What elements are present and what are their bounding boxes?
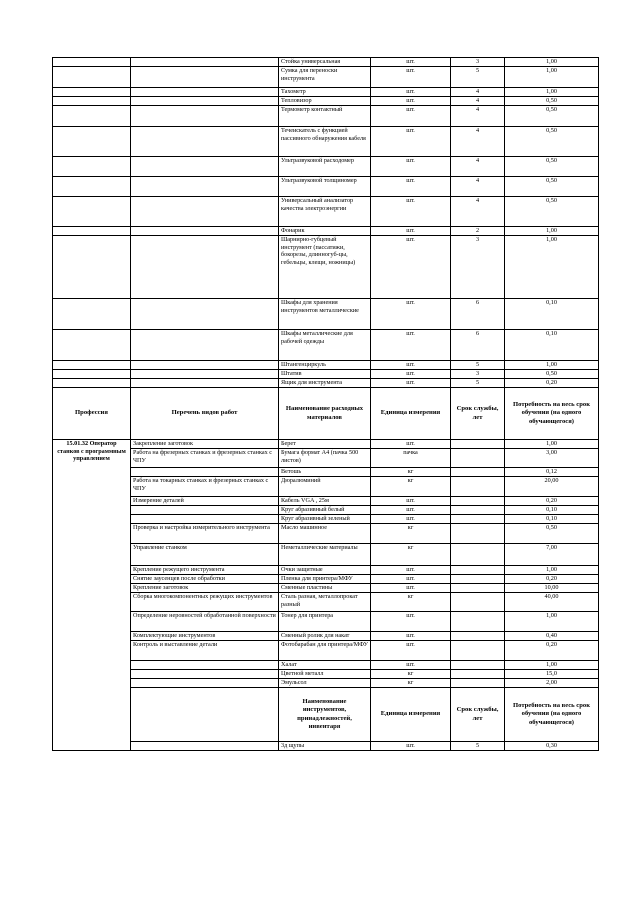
work-cell bbox=[131, 670, 279, 679]
material-cell: Бумага формат А4 (пачка 500 листов) bbox=[279, 449, 371, 468]
header2-unit: Единица измерения bbox=[371, 688, 451, 742]
term-cell bbox=[451, 544, 505, 566]
need-cell: 1,00 bbox=[505, 236, 599, 299]
need-cell: 1,00 bbox=[505, 612, 599, 632]
unit-cell: шт. bbox=[371, 641, 451, 661]
profession-cell-empty bbox=[53, 330, 131, 361]
header2-term: Срок службы, лет bbox=[451, 688, 505, 742]
table-row bbox=[53, 497, 599, 506]
profession-cell-empty bbox=[53, 197, 131, 227]
unit-cell: кг bbox=[371, 593, 451, 612]
unit-cell: кг bbox=[371, 468, 451, 477]
term-cell bbox=[451, 641, 505, 661]
unit-cell: шт. bbox=[371, 58, 451, 67]
material-cell: Халат bbox=[279, 661, 371, 670]
material-cell: Эмульсол bbox=[279, 679, 371, 688]
header-need: Потребность на весь срок обучения (на одного обучающегося) bbox=[505, 388, 599, 440]
profession-cell: 15.01.32 Оператор станков с программным управлением bbox=[53, 440, 131, 751]
unit-cell: пачка bbox=[371, 449, 451, 468]
item-name-cell: Ультразвуковой расходомер bbox=[279, 157, 371, 177]
profession-cell-empty bbox=[53, 88, 131, 97]
work-cell: Работа на токарных станках и фрезерных станках с ЧПУ bbox=[131, 477, 279, 497]
term-cell bbox=[451, 477, 505, 497]
works-cell-empty bbox=[131, 157, 279, 177]
unit-cell: шт. bbox=[371, 177, 451, 197]
works-cell-empty bbox=[131, 88, 279, 97]
material-cell: Тонер для принтера bbox=[279, 612, 371, 632]
item-name-cell: Универсальный анализатор качества электроэнергии bbox=[279, 197, 371, 227]
term-cell bbox=[451, 497, 505, 506]
table-row bbox=[53, 575, 599, 584]
table-row bbox=[53, 593, 599, 612]
item-name-cell: Тахометр bbox=[279, 88, 371, 97]
material-cell: Круг абразивный белый bbox=[279, 506, 371, 515]
work-cell: Проверка и настройка измерительного инструмента bbox=[131, 524, 279, 544]
material-cell: Цветной металл bbox=[279, 670, 371, 679]
need-cell: 1,00 bbox=[505, 566, 599, 575]
table-row bbox=[53, 524, 599, 544]
work-cell bbox=[131, 679, 279, 688]
need-cell: 0,40 bbox=[505, 632, 599, 641]
unit-cell: шт. bbox=[371, 575, 451, 584]
unit-cell: кг bbox=[371, 477, 451, 497]
works-cell-empty bbox=[131, 370, 279, 379]
unit-cell: шт. bbox=[371, 612, 451, 632]
table-row bbox=[53, 177, 599, 197]
equipment-table bbox=[52, 57, 599, 751]
term-cell: 4 bbox=[451, 127, 505, 157]
table-row bbox=[53, 236, 599, 299]
header-row-2 bbox=[53, 688, 599, 742]
item-name-cell: Шкафы для хранения инструментов металлические bbox=[279, 299, 371, 330]
term-cell: 3 bbox=[451, 58, 505, 67]
header-row bbox=[53, 388, 599, 440]
item-name-cell: Штатив bbox=[279, 370, 371, 379]
unit-cell: шт. bbox=[371, 440, 451, 449]
unit-cell: шт. bbox=[371, 106, 451, 127]
works-cell-empty bbox=[131, 299, 279, 330]
material-cell: Круг абразивный зеленый bbox=[279, 515, 371, 524]
work-cell: Измерение деталей bbox=[131, 497, 279, 506]
work-cell: Определение неровностей обработанной поверхности bbox=[131, 612, 279, 632]
need-cell: 15,0 bbox=[505, 670, 599, 679]
profession-cell-empty bbox=[53, 236, 131, 299]
unit-cell: шт. bbox=[371, 127, 451, 157]
table-row bbox=[53, 227, 599, 236]
table-row bbox=[53, 506, 599, 515]
material-cell: Неметаллические материалы bbox=[279, 544, 371, 566]
unit-cell: шт. bbox=[371, 88, 451, 97]
need-cell: 1,00 bbox=[505, 67, 599, 88]
term-cell bbox=[451, 449, 505, 468]
term-cell: 4 bbox=[451, 106, 505, 127]
item-name-cell: Термометр контактный bbox=[279, 106, 371, 127]
table-row bbox=[53, 584, 599, 593]
need-cell: 0,12 bbox=[505, 468, 599, 477]
term-cell bbox=[451, 661, 505, 670]
work-cell: Управление станком bbox=[131, 544, 279, 566]
need-cell: 0,50 bbox=[505, 197, 599, 227]
work-cell: Крепление заготовок bbox=[131, 584, 279, 593]
term-cell: 4 bbox=[451, 197, 505, 227]
table-row bbox=[53, 157, 599, 177]
table-row bbox=[53, 742, 599, 751]
work-cell bbox=[131, 506, 279, 515]
works-cell-empty bbox=[131, 227, 279, 236]
term-cell: 4 bbox=[451, 177, 505, 197]
profession-cell-empty bbox=[53, 97, 131, 106]
term-cell: 6 bbox=[451, 299, 505, 330]
work-cell: Закрепление заготовок bbox=[131, 440, 279, 449]
item-name-cell: Стойка универсальная bbox=[279, 58, 371, 67]
need-cell: 0,50 bbox=[505, 97, 599, 106]
item-name-cell: Ультразвуковой толщиномер bbox=[279, 177, 371, 197]
term-cell: 3 bbox=[451, 370, 505, 379]
need-cell: 1,00 bbox=[505, 227, 599, 236]
term-cell: 2 bbox=[451, 227, 505, 236]
material-cell: Сталь разная, металлопрокат разный bbox=[279, 593, 371, 612]
table-row bbox=[53, 58, 599, 67]
unit-cell: шт. bbox=[371, 197, 451, 227]
profession-cell-empty bbox=[53, 58, 131, 67]
need-cell: 10,00 bbox=[505, 584, 599, 593]
item-name-cell: Течеискатель с функцией пассивного обнаружения кабеля bbox=[279, 127, 371, 157]
unit-cell: шт. bbox=[371, 67, 451, 88]
table-row bbox=[53, 477, 599, 497]
works-cell-empty bbox=[131, 177, 279, 197]
table-row bbox=[53, 370, 599, 379]
need-cell: 0,20 bbox=[505, 641, 599, 661]
term-cell bbox=[451, 440, 505, 449]
table-row bbox=[53, 612, 599, 632]
need-cell: 0,50 bbox=[505, 370, 599, 379]
unit-cell: шт. bbox=[371, 227, 451, 236]
material-cell: Кабель VGA , 25м bbox=[279, 497, 371, 506]
material-cell: Ветошь bbox=[279, 468, 371, 477]
need-cell: 2,00 bbox=[505, 679, 599, 688]
header-term: Срок службы, лет bbox=[451, 388, 505, 440]
unit-cell: шт. bbox=[371, 379, 451, 388]
works-cell-empty bbox=[131, 742, 279, 751]
table-row bbox=[53, 97, 599, 106]
table-row bbox=[53, 299, 599, 330]
work-cell bbox=[131, 515, 279, 524]
material-cell: Сменные пластины bbox=[279, 584, 371, 593]
unit-cell: шт. bbox=[371, 370, 451, 379]
material-cell: Пленка для принтера/МФУ bbox=[279, 575, 371, 584]
work-cell: Крепление режущего инструмента bbox=[131, 566, 279, 575]
need-cell: 20,00 bbox=[505, 477, 599, 497]
term-cell: 5 bbox=[451, 67, 505, 88]
unit-cell: шт. bbox=[371, 157, 451, 177]
unit-cell: кг bbox=[371, 679, 451, 688]
need-cell: 0,30 bbox=[505, 742, 599, 751]
unit-cell: шт. bbox=[371, 330, 451, 361]
need-cell: 0,50 bbox=[505, 127, 599, 157]
unit-cell: шт. bbox=[371, 566, 451, 575]
profession-cell-empty bbox=[53, 379, 131, 388]
need-cell: 0,10 bbox=[505, 515, 599, 524]
term-cell: 5 bbox=[451, 361, 505, 370]
header2-need: Потребность на весь срок обучения (на одного обучающегося) bbox=[505, 688, 599, 742]
need-cell: 40,00 bbox=[505, 593, 599, 612]
table-row bbox=[53, 632, 599, 641]
works-cell-empty bbox=[131, 58, 279, 67]
profession-cell-empty bbox=[53, 370, 131, 379]
table-row bbox=[53, 468, 599, 477]
unit-cell: шт. bbox=[371, 97, 451, 106]
works-cell-empty bbox=[131, 197, 279, 227]
table-row bbox=[53, 515, 599, 524]
unit-cell: шт. bbox=[371, 506, 451, 515]
table-row bbox=[53, 566, 599, 575]
need-cell: 0,10 bbox=[505, 330, 599, 361]
material-cell: Берет bbox=[279, 440, 371, 449]
unit-cell: кг bbox=[371, 524, 451, 544]
term-cell bbox=[451, 524, 505, 544]
item-name-cell: Сумка для переноски инструмента bbox=[279, 67, 371, 88]
header-materials: Наименование расходных материалов bbox=[279, 388, 371, 440]
works-cell-empty bbox=[131, 67, 279, 88]
material-cell: Очки защитные bbox=[279, 566, 371, 575]
table-row bbox=[53, 679, 599, 688]
term-cell: 3 bbox=[451, 236, 505, 299]
work-cell: Работа на фрезерных станках и фрезерных станках с ЧПУ bbox=[131, 449, 279, 468]
table-row bbox=[53, 449, 599, 468]
equipment-table-page bbox=[52, 57, 598, 751]
header-works: Перечень видов работ bbox=[131, 388, 279, 440]
term-cell bbox=[451, 584, 505, 593]
term-cell bbox=[451, 632, 505, 641]
profession-cell-empty bbox=[53, 361, 131, 370]
item-name-cell: Шарнирно-губцевый инструмент (пассатижи, бокорезы, длинногуб-цы, гебельцы, клещи, ножницы) bbox=[279, 236, 371, 299]
unit-cell: шт. bbox=[371, 584, 451, 593]
need-cell: 0,50 bbox=[505, 524, 599, 544]
need-cell: 0,20 bbox=[505, 575, 599, 584]
profession-cell-empty bbox=[53, 157, 131, 177]
material-cell: Масло машинное bbox=[279, 524, 371, 544]
table-row bbox=[53, 330, 599, 361]
term-cell: 4 bbox=[451, 88, 505, 97]
need-cell: 0,20 bbox=[505, 379, 599, 388]
works-cell-empty bbox=[131, 106, 279, 127]
unit-cell: шт. bbox=[371, 742, 451, 751]
works-cell-empty bbox=[131, 236, 279, 299]
work-cell: Комплектующие инструментов bbox=[131, 632, 279, 641]
unit-cell: шт. bbox=[371, 497, 451, 506]
profession-cell-empty bbox=[53, 127, 131, 157]
table-row bbox=[53, 641, 599, 661]
table-row bbox=[53, 661, 599, 670]
term-cell: 4 bbox=[451, 97, 505, 106]
item-name-cell: Тепловизор bbox=[279, 97, 371, 106]
header-unit: Единица измерения bbox=[371, 388, 451, 440]
term-cell bbox=[451, 506, 505, 515]
need-cell: 0,10 bbox=[505, 299, 599, 330]
work-cell: Контроль и выставление детали bbox=[131, 641, 279, 661]
item-name-cell: Фонарик bbox=[279, 227, 371, 236]
term-cell: 6 bbox=[451, 330, 505, 361]
works-cell-empty bbox=[131, 379, 279, 388]
need-cell: 0,10 bbox=[505, 506, 599, 515]
table-row bbox=[53, 106, 599, 127]
need-cell: 1,00 bbox=[505, 661, 599, 670]
table-row bbox=[53, 361, 599, 370]
need-cell: 0,50 bbox=[505, 177, 599, 197]
table-row bbox=[53, 544, 599, 566]
term-cell bbox=[451, 515, 505, 524]
profession-cell-empty bbox=[53, 299, 131, 330]
profession-cell-empty bbox=[53, 227, 131, 236]
header-profession: Профессия bbox=[53, 388, 131, 440]
works-cell-empty bbox=[131, 330, 279, 361]
header2-name: Наименование инструментов, принадлежностей, инвентаря bbox=[279, 688, 371, 742]
term-cell bbox=[451, 679, 505, 688]
need-cell: 1,00 bbox=[505, 88, 599, 97]
term-cell: 5 bbox=[451, 742, 505, 751]
profession-cell-empty bbox=[53, 67, 131, 88]
need-cell: 7,00 bbox=[505, 544, 599, 566]
unit-cell: шт. bbox=[371, 236, 451, 299]
item-name-cell: Шкафы металлические для рабочей одежды bbox=[279, 330, 371, 361]
item-name-cell: Ящик для инструмента bbox=[279, 379, 371, 388]
works-cell-empty bbox=[131, 97, 279, 106]
table-row bbox=[53, 127, 599, 157]
term-cell bbox=[451, 566, 505, 575]
profession-cell-empty bbox=[53, 177, 131, 197]
table-row bbox=[53, 440, 599, 449]
work-cell: Снятие заусенцев после обработки bbox=[131, 575, 279, 584]
unit-cell: кг bbox=[371, 670, 451, 679]
unit-cell: шт. bbox=[371, 661, 451, 670]
material-cell: Фотобарабан для принтера/МФУ bbox=[279, 641, 371, 661]
works-cell-empty bbox=[131, 361, 279, 370]
table-row bbox=[53, 670, 599, 679]
table-row bbox=[53, 88, 599, 97]
need-cell: 0,50 bbox=[505, 106, 599, 127]
profession-cell-empty bbox=[53, 106, 131, 127]
term-cell bbox=[451, 612, 505, 632]
item-name-cell: Штангенциркуль bbox=[279, 361, 371, 370]
item-name-cell: 3д щупы bbox=[279, 742, 371, 751]
need-cell: 3,00 bbox=[505, 449, 599, 468]
term-cell bbox=[451, 670, 505, 679]
works-cell-empty bbox=[131, 127, 279, 157]
work-cell bbox=[131, 661, 279, 670]
unit-cell: шт. bbox=[371, 632, 451, 641]
work-cell: Сборка многокомпонентных режущих инструментов bbox=[131, 593, 279, 612]
table-row bbox=[53, 197, 599, 227]
works-cell-empty bbox=[131, 688, 279, 742]
term-cell: 4 bbox=[451, 157, 505, 177]
table-row bbox=[53, 67, 599, 88]
need-cell: 1,00 bbox=[505, 361, 599, 370]
need-cell: 0,50 bbox=[505, 157, 599, 177]
term-cell bbox=[451, 468, 505, 477]
material-cell: Дюралюминий bbox=[279, 477, 371, 497]
unit-cell: шт. bbox=[371, 515, 451, 524]
term-cell bbox=[451, 593, 505, 612]
need-cell: 1,00 bbox=[505, 58, 599, 67]
unit-cell: шт. bbox=[371, 361, 451, 370]
need-cell: 1,00 bbox=[505, 440, 599, 449]
table-row bbox=[53, 379, 599, 388]
material-cell: Сменный ролик для накат bbox=[279, 632, 371, 641]
unit-cell: шт. bbox=[371, 299, 451, 330]
unit-cell: кг bbox=[371, 544, 451, 566]
work-cell bbox=[131, 468, 279, 477]
term-cell: 5 bbox=[451, 379, 505, 388]
term-cell bbox=[451, 575, 505, 584]
need-cell: 0,20 bbox=[505, 497, 599, 506]
